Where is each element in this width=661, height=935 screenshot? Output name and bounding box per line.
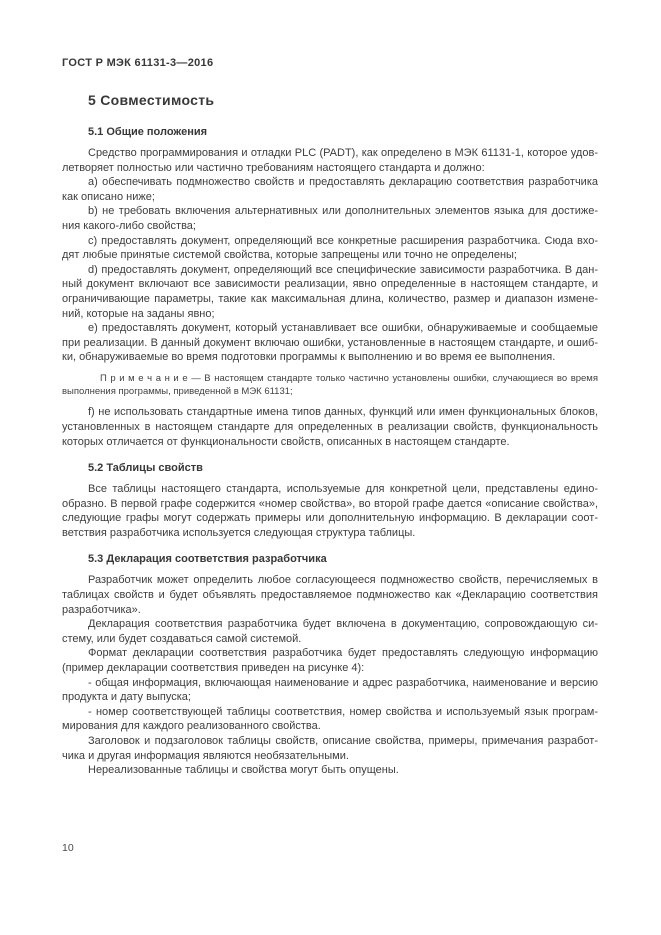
paragraph-item-b: b) не требовать включения альтернативных или дополнительных элементов языка для достижения какого-либо свойства; xyxy=(62,205,598,232)
note-paragraph: П р и м е ч а н и е — В настоящем стандарте только частично установлены ошибки, случающиеся во время выполнения программы, приведенной в МЭК 61131; xyxy=(62,372,598,398)
section-5-2-title: 5.2 Таблицы свойств xyxy=(88,462,203,475)
page-number: 10 xyxy=(62,842,74,854)
paragraph-declaration-4: Заголовок и подзаголовок таблицы свойств, описание свойства, примеры, примечания разработчика и другая информация являются необязательными. xyxy=(62,735,598,762)
paragraph-item-f: f) не использовать стандартные имена типов данных, функций или имен функциональных блоков, установленных в настоящем стандарте для определенных в реализации свойств, функциональность которых отличается от функциональности свойств, описанных в настоящем стандарте. xyxy=(62,406,598,448)
paragraph-declaration-5: Нереализованные таблицы и свойства могут быть опущены. xyxy=(88,764,399,777)
paragraph-declaration-3: Формат декларации соответствия разработчика будет предоставлять следующую информацию (пример декларации соответствия приведен на рисунке 4): xyxy=(62,647,598,675)
paragraph-tables: Все таблицы настоящего стандарта, используемые для конкретной цели, представлены единообразно. В первой графе содержится «номер свойства», во второй графе дается «описание свойства», следующие графы могут содержать примеры или дополнительную информацию. В декларации соответствия разработчика используется следующая структура таблицы. xyxy=(62,483,598,539)
paragraph-item-c: c) предоставлять документ, определяющий все конкретные расширения разработчика. Сюда входят любые принятые системой свойства, которые запрещены или точно не определены; xyxy=(62,234,598,262)
page-content xyxy=(62,57,598,778)
paragraph-declaration-bullet-2: - номер соответствующей таблицы соответствия, номер свойства и используемый язык программирования для каждого реализованного свойства. xyxy=(62,705,598,733)
paragraph-declaration-2: Декларация соответствия разработчика будет включена в документацию, сопровождающую систему, или будет создаваться самой системой. xyxy=(62,618,598,645)
paragraph-item-d: d) предоставлять документ, определяющий все специфические зависимости разработчика. В данный документ включают все зависимости реализации, явно определенные в настоящем стандарте, и ограничивающие параметры, такие как максимальная длина, количество, размер и диапазон изменений, которые на заданы явно; xyxy=(62,263,598,320)
paragraph-intro: Средство программирования и отладки PLC (PADT), как определено в МЭК 61131-1, которое удовлетворяет полностью или частично требованиям настоящего стандарта и должно: xyxy=(62,147,598,174)
paragraph-declaration-1: Разработчик может определить любое согласующееся подмножество свойств, перечисляемых в таблицах свойств и будет объявлять предоставляемое подмножество как «Декларацию соответствия разработчика». xyxy=(62,574,598,616)
paragraph-item-e: e) предоставлять документ, который устанавливает все ошибки, обнаруживаемые и сообщаемые при реализации. В данный документ включаю ошибки, установленные в настоящем стандарте, и ошибки, обнаруживаемые во время подготовки программы к выполнению и во время ее выполнения. xyxy=(62,322,598,364)
paragraph-declaration-bullet-1: - общая информация, включающая наименование и адрес разработчика, наименование и версию продукта и дату выпуска; xyxy=(62,676,598,704)
paragraph-item-a: a) обеспечивать подмножество свойств и предоставлять декларацию соответствия разработчика как описано ниже; xyxy=(62,176,598,203)
chapter-title: 5 Совместимость xyxy=(88,92,215,108)
section-5-3-title: 5.3 Декларация соответствия разработчика xyxy=(88,553,327,566)
standard-code-header: ГОСТ Р МЭК 61131-3—2016 xyxy=(62,57,214,69)
section-5-1-title: 5.1 Общие положения xyxy=(88,126,208,138)
